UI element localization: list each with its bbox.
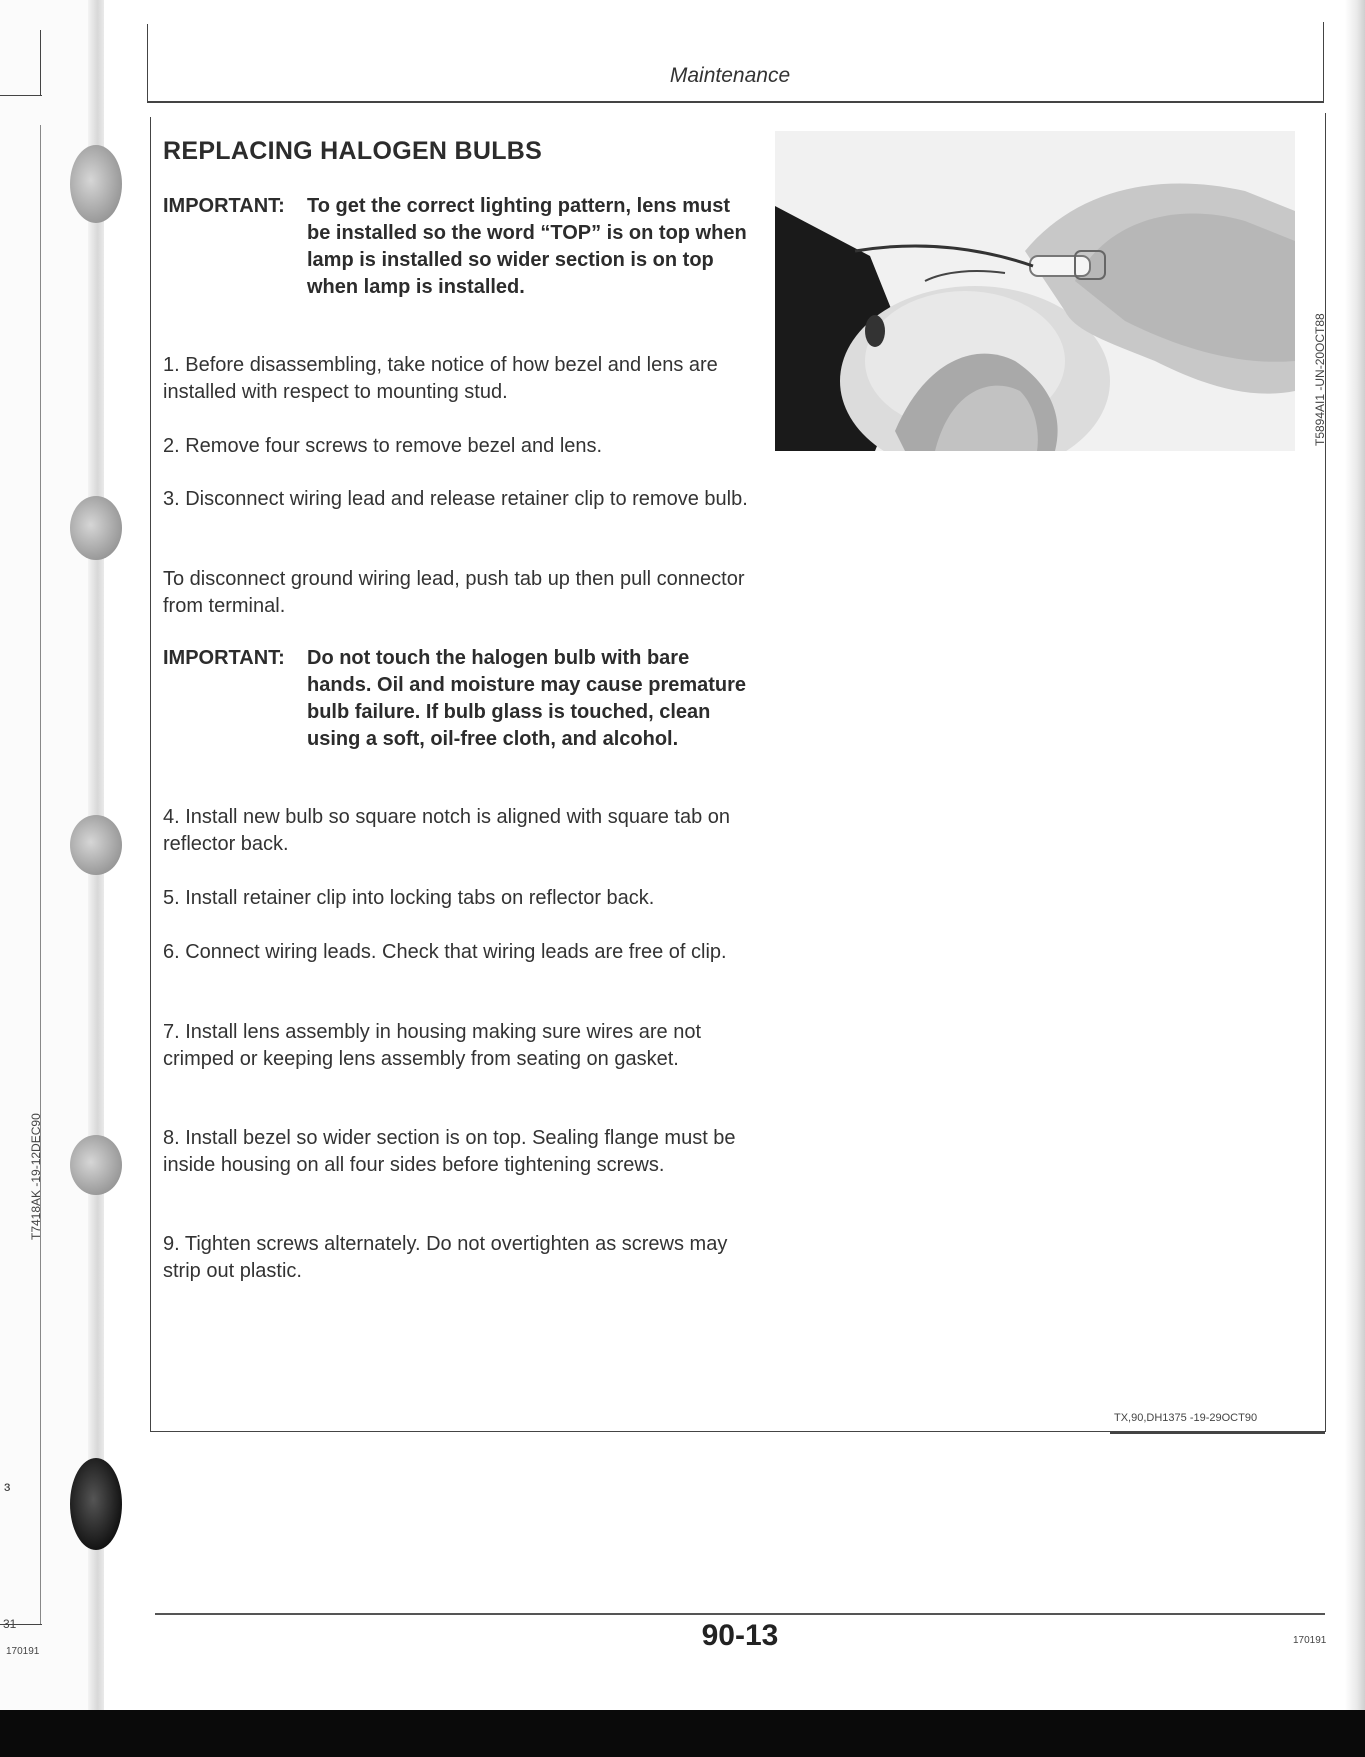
- footer-code: 170191: [1293, 1635, 1327, 1646]
- step-9: 9. Tighten screws alternately. Do not overtighten as screws may strip out plastic.: [163, 1233, 728, 1282]
- prev-page-frame: [40, 125, 41, 1625]
- doc-ref-rule: [1110, 1432, 1325, 1434]
- prev-page-number: 31: [3, 1617, 17, 1631]
- binder-hole: [70, 815, 122, 875]
- bulb-photo-illustration: [775, 131, 1295, 451]
- footer-rule: [155, 1613, 1325, 1615]
- header-frame-right: [1323, 22, 1324, 102]
- important-note-2: [163, 645, 753, 753]
- step-7: 7. Install lens assembly in housing making sure wires are not crimped or keeping lens assembly from seating on gasket.: [163, 1021, 702, 1070]
- important-label: IMPORTANT:: [163, 195, 285, 217]
- step-5: 5. Install retainer clip into locking tabs on reflector back.: [163, 887, 655, 909]
- step-3: 3. Disconnect wiring lead and release retainer clip to remove bulb.: [163, 488, 748, 510]
- prev-page-rule: [40, 30, 41, 96]
- important-label: IMPORTANT:: [163, 647, 285, 669]
- content-frame-left: [150, 117, 151, 1432]
- header-title: Maintenance: [669, 64, 791, 87]
- ground-lead-note: To disconnect ground wiring lead, push tab up then pull connector from terminal.: [163, 568, 745, 617]
- prev-page-mark: ɜ: [4, 1478, 11, 1494]
- halogen-bulb-photo: [775, 131, 1295, 451]
- step-8: 8. Install bezel so wider section is on top. Sealing flange must be inside housing on all four sides before tightening screws.: [163, 1127, 736, 1176]
- step-4: 4. Install new bulb so square notch is aligned with square tab on reflector back.: [163, 806, 731, 855]
- page-number: 90-13: [701, 1619, 779, 1652]
- binder-hole: [70, 1458, 122, 1550]
- step-6: 6. Connect wiring leads. Check that wiring leads are free of clip.: [163, 941, 727, 963]
- header-rule: [147, 101, 1324, 103]
- binder-hole: [70, 145, 122, 223]
- prev-page-figure-code: T7418AK -19-12DEC90: [29, 1113, 43, 1240]
- scan-bottom-edge: [0, 1710, 1365, 1757]
- binder-hole: [70, 496, 122, 560]
- step-2: 2. Remove four screws to remove bezel and lens.: [163, 435, 603, 457]
- important-text: To get the correct lighting pattern, lens must be installed so the word “TOP” is on top when lamp is installed so wider section is on top when lamp is installed.: [307, 195, 747, 298]
- binder-hole: [70, 1135, 122, 1195]
- important-text: Do not touch the halogen bulb with bare hands. Oil and moisture may cause premature bulb failure. If bulb glass is touched, clean using a soft, oil-free cloth, and alcohol.: [307, 647, 747, 750]
- section-title: REPLACING HALOGEN BULBS: [163, 137, 543, 165]
- prev-page-footer-code: 170191: [6, 1646, 40, 1657]
- step-1: 1. Before disassembling, take notice of how bezel and lens are installed with respect to mounting stud.: [163, 354, 718, 403]
- document-reference: TX,90,DH1375 -19-29OCT90: [1114, 1412, 1258, 1424]
- prev-page-rule: [0, 95, 42, 96]
- content-frame-right: [1325, 113, 1326, 1432]
- page-right-edge: [1345, 0, 1365, 1710]
- important-note-1: [163, 193, 753, 301]
- photo-figure-code: T5894AI1 -UN-20OCT88: [1313, 313, 1327, 446]
- header-frame-left: [147, 24, 148, 102]
